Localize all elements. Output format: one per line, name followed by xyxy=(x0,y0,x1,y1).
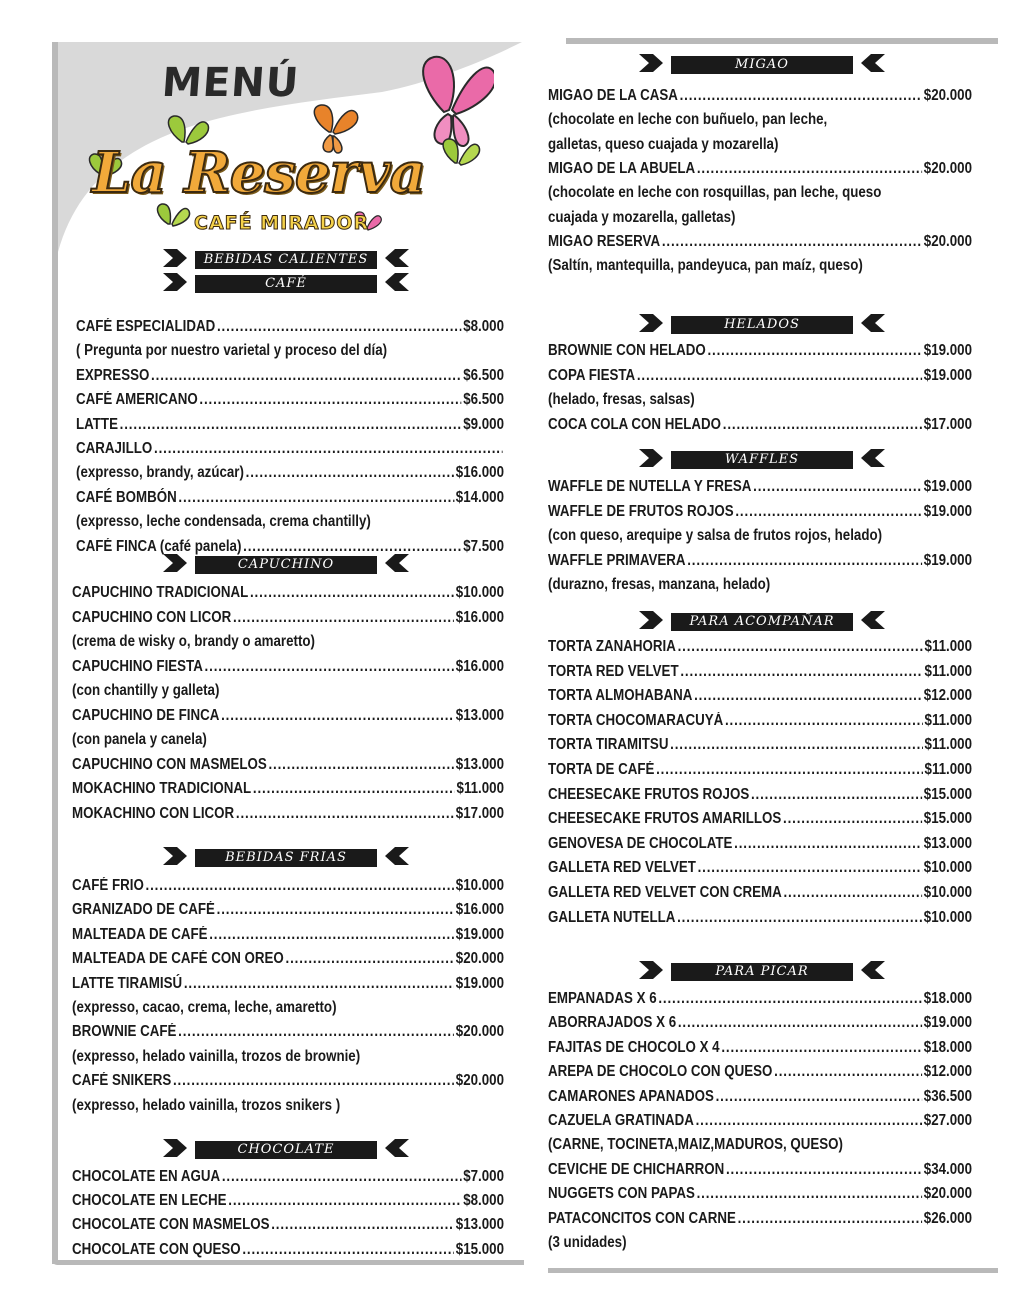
banner-label: PARA PICAR xyxy=(671,963,853,981)
dot-leader xyxy=(697,1185,922,1203)
menu-item-price: $16.000 xyxy=(455,657,504,675)
menu-item-name: MOKACHINO TRADICIONAL xyxy=(72,780,252,797)
banner-label: BEBIDAS FRIAS xyxy=(195,849,377,867)
menu-item xyxy=(76,416,504,434)
banner-arrow-right-icon xyxy=(639,961,663,984)
menu-item-price: $19.000 xyxy=(455,925,504,943)
menu-item xyxy=(548,160,972,178)
menu-item-price: $15.000 xyxy=(923,810,972,828)
menu-item-name: TORTA CHOCOMARACUYÁ xyxy=(548,711,724,729)
menu-item-price: $12.000 xyxy=(923,687,972,705)
menu-item-price: $20.000 xyxy=(923,232,972,250)
dot-leader xyxy=(246,464,454,482)
menu-item-name: (expresso, brandy, azúcar) xyxy=(76,464,244,482)
menu-item-name: TORTA ALMOHABANA xyxy=(548,687,693,705)
menu-item xyxy=(72,950,504,968)
menu-item-price: $7.500 xyxy=(463,537,504,555)
banner-arrow-left-icon xyxy=(385,847,409,870)
menu-item-name: TORTA DE CAFÉ xyxy=(548,761,655,778)
menu-item-name: CAFÉ BOMBÓN xyxy=(76,488,177,506)
banner-para-acompanar xyxy=(639,613,885,631)
banner-arrow-right-icon xyxy=(639,54,663,77)
banner-label: CHOCOLATE xyxy=(195,1141,377,1159)
menu-item xyxy=(548,687,972,705)
menu-item-name: MALTEADA DE CAFÉ CON OREO xyxy=(72,950,284,968)
menu-item-price: $8.000 xyxy=(463,318,504,335)
menu-item-description: (expresso, cacao, crema, leche, amaretto) xyxy=(72,999,337,1016)
banner-helados xyxy=(639,316,885,334)
menu-item-price: $11.000 xyxy=(924,711,972,729)
menu-item xyxy=(76,538,504,556)
menu-item-description: (durazno, fresas, manzana, helado) xyxy=(548,576,771,593)
menu-item-description: (con panela y canela) xyxy=(72,731,207,748)
dot-leader xyxy=(738,1210,922,1228)
menu-item-description: (chocolate en leche con rosquillas, pan leche, queso xyxy=(548,184,882,202)
menu-item-price: $20.000 xyxy=(455,1072,504,1090)
menu-item xyxy=(76,489,504,507)
banner-arrow-right-icon xyxy=(163,249,187,272)
menu-item-name: GRANIZADO DE CAFÉ xyxy=(72,901,215,919)
banner-arrow-right-icon xyxy=(639,314,663,337)
menu-item-name: WAFFLE PRIMAVERA xyxy=(548,551,686,569)
menu-item-description: (expresso, helado vainilla, trozos snikers ) xyxy=(72,1096,341,1114)
menu-item xyxy=(548,761,972,779)
banner-arrow-left-icon xyxy=(861,314,885,337)
menu-item xyxy=(72,926,504,944)
menu-item-description: galletas, queso cuajada y mozarella) xyxy=(548,135,779,153)
menu-item-name: MIGAO DE LA ABUELA xyxy=(548,159,696,177)
dot-leader xyxy=(678,638,923,656)
menu-item-name: CHEESECAKE FRUTOS ROJOS xyxy=(548,785,750,803)
menu-item xyxy=(548,1161,972,1179)
menu-item-name: GALLETA RED VELVET xyxy=(548,859,696,877)
dot-leader xyxy=(271,1216,454,1234)
banner-label: CAPUCHINO xyxy=(195,556,377,574)
menu-item-price: $11.000 xyxy=(924,638,972,655)
dot-leader xyxy=(707,342,922,360)
dot-leader xyxy=(658,990,922,1008)
menu-item xyxy=(548,342,972,360)
menu-item xyxy=(548,786,972,804)
menu-item-description: (helado, fresas, salsas) xyxy=(548,391,695,408)
menu-item-name: MIGAO RESERVA xyxy=(548,232,661,250)
dot-leader xyxy=(687,552,922,570)
menu-item xyxy=(548,1112,972,1130)
menu-item xyxy=(548,416,972,434)
dot-leader xyxy=(221,707,454,725)
menu-item xyxy=(548,1014,972,1032)
menu-item-price: $10.000 xyxy=(923,859,972,877)
dot-leader xyxy=(151,367,461,385)
banner-arrow-left-icon xyxy=(861,611,885,634)
menu-item-name: CAPUCHINO DE FINCA xyxy=(72,706,220,724)
banner-arrow-left-icon xyxy=(385,249,409,272)
frame-left-border xyxy=(52,42,58,1264)
menu-item-name: CAPUCHINO CON MASMELOS xyxy=(72,755,267,773)
dot-leader xyxy=(753,478,922,496)
banner-waffles xyxy=(639,451,885,469)
dot-leader xyxy=(178,489,454,507)
menu-item xyxy=(548,884,972,902)
menu-item-price: $18.000 xyxy=(923,1038,972,1056)
menu-item xyxy=(548,1210,972,1228)
menu-item-price: $14.000 xyxy=(455,488,504,506)
dot-leader xyxy=(678,1014,922,1032)
dot-leader xyxy=(696,1112,922,1130)
menu-item-price: $20.000 xyxy=(455,1023,504,1041)
menu-item-name: TORTA RED VELVET xyxy=(548,662,679,680)
dot-leader xyxy=(698,859,922,877)
menu-item-price: $12.000 xyxy=(923,1063,972,1081)
dot-leader xyxy=(774,1063,922,1081)
menu-item-name: WAFFLE DE FRUTOS ROJOS xyxy=(548,502,734,520)
menu-item-name: CAPUCHINO TRADICIONAL xyxy=(72,584,249,601)
dot-leader xyxy=(697,160,922,178)
menu-item-description: (con queso, arequipe y salsa de frutos rojos, helado) xyxy=(548,527,883,544)
menu-item-price: $19.000 xyxy=(923,366,972,384)
dot-leader xyxy=(716,1088,922,1106)
menu-item-price: $13.000 xyxy=(455,755,504,773)
banner-migao xyxy=(639,56,885,74)
menu-item xyxy=(76,367,504,385)
menu-item xyxy=(72,1216,504,1234)
menu-item-name: MOKACHINO CON LICOR xyxy=(72,804,235,822)
menu-item-price: $13.000 xyxy=(455,1216,504,1234)
menu-item-name: EMPANADAS X 6 xyxy=(548,990,657,1007)
menu-item-price: $18.000 xyxy=(923,990,972,1007)
dot-leader xyxy=(723,416,922,434)
menu-item-price: $16.000 xyxy=(455,464,504,482)
menu-item-name: PATACONCITOS CON CARNE xyxy=(548,1209,736,1227)
dot-leader xyxy=(656,761,923,779)
banner-arrow-right-icon xyxy=(639,449,663,472)
dot-leader xyxy=(154,440,502,458)
menu-item-name: CHEESECAKE FRUTOS AMARILLOS xyxy=(548,810,782,828)
menu-item-price: $19.000 xyxy=(455,974,504,992)
menu-item xyxy=(548,552,972,570)
banner-arrow-right-icon xyxy=(163,1139,187,1162)
menu-item-name: LATTE xyxy=(76,415,118,433)
menu-item xyxy=(72,658,504,676)
menu-item-description: (chocolate en leche con buñuelo, pan leche, xyxy=(548,111,828,129)
menu-item-description: (expresso, leche condensada, crema chantilly) xyxy=(76,513,371,531)
menu-item-description: ( Pregunta por nuestro varietal y proceso del día) xyxy=(76,342,388,360)
menu-item-price: $15.000 xyxy=(923,785,972,803)
menu-item-name: WAFFLE DE NUTELLA Y FRESA xyxy=(548,478,752,495)
banner-cafe xyxy=(163,275,409,293)
menu-item-name: BROWNIE CAFÉ xyxy=(72,1023,177,1041)
menu-item xyxy=(72,1192,504,1210)
menu-item-price: $19.000 xyxy=(923,551,972,569)
banner-arrow-right-icon xyxy=(163,273,187,296)
menu-item-price: $7.000 xyxy=(463,1168,504,1185)
menu-item-price: $19.000 xyxy=(923,478,972,495)
dot-leader xyxy=(783,810,922,828)
menu-item-description: (Saltín, mantequilla, pandeyuca, pan maíz, queso) xyxy=(548,257,863,275)
menu-item-name: GALLETA RED VELVET CON CREMA xyxy=(548,884,782,901)
dot-leader xyxy=(178,1023,454,1041)
menu-item xyxy=(548,810,972,828)
menu-item-price: $20.000 xyxy=(923,1185,972,1203)
dot-leader xyxy=(286,950,455,968)
frame-top-right-border xyxy=(566,38,998,44)
menu-item-price: $10.000 xyxy=(455,584,504,601)
dot-leader xyxy=(783,884,922,902)
dot-leader xyxy=(228,1192,461,1210)
banner-capuchino xyxy=(163,556,409,574)
menu-item xyxy=(548,990,972,1008)
menu-item xyxy=(76,440,504,458)
menu-item xyxy=(72,1241,504,1259)
menu-item-price: $6.500 xyxy=(463,391,504,409)
menu-item-name: LATTE TIRAMISÚ xyxy=(72,974,183,992)
dot-leader xyxy=(694,687,922,705)
dot-leader xyxy=(173,1072,454,1090)
dot-leader xyxy=(242,1241,454,1259)
menu-item-price: $26.000 xyxy=(923,1209,972,1227)
dot-leader xyxy=(253,780,455,798)
banner-arrow-right-icon xyxy=(163,554,187,577)
menu-item-name: CAFÉ FRIO xyxy=(72,877,144,894)
menu-item xyxy=(72,877,504,895)
menu-item-price: $11.000 xyxy=(924,662,972,680)
dot-leader xyxy=(146,877,455,895)
menu-item-name: CHOCOLATE EN AGUA xyxy=(72,1168,221,1185)
banner-label: MIGAO xyxy=(671,56,853,74)
menu-item xyxy=(548,503,972,521)
banner-label: BEBIDAS CALIENTES xyxy=(195,251,377,269)
menu-item-name: MALTEADA DE CAFÉ xyxy=(72,925,208,943)
menu-item-name: CHOCOLATE EN LECHE xyxy=(72,1192,227,1210)
menu-item-price: $27.000 xyxy=(923,1112,972,1129)
menu-item-name: CARAJILLO xyxy=(76,440,153,457)
menu-item xyxy=(76,391,504,409)
menu-item-name: CAFÉ SNIKERS xyxy=(72,1072,172,1090)
menu-item-name: BROWNIE CON HELADO xyxy=(548,342,706,359)
menu-item-description: (con chantilly y galleta) xyxy=(72,682,220,699)
menu-item xyxy=(72,780,504,798)
menu-item xyxy=(548,1063,972,1081)
menu-item xyxy=(548,478,972,496)
pink-butterfly-icon xyxy=(423,57,494,146)
dot-leader xyxy=(250,584,454,602)
menu-item xyxy=(548,1039,972,1057)
menu-item xyxy=(72,609,504,627)
dot-leader xyxy=(217,901,454,919)
menu-item-description: (CARNE, TOCINETA,MAIZ,MADUROS, QUESO) xyxy=(548,1136,843,1154)
dot-leader xyxy=(677,909,922,927)
menu-item-name: CHOCOLATE CON MASMELOS xyxy=(72,1216,270,1234)
menu-item xyxy=(72,584,504,602)
dot-leader xyxy=(184,975,454,993)
banner-label: CAFÉ xyxy=(195,275,377,293)
menu-item-price: $9.000 xyxy=(463,415,504,433)
menu-item-price: $13.000 xyxy=(923,834,972,852)
menu-item-name: CHOCOLATE CON QUESO xyxy=(72,1240,241,1258)
menu-item-description: (3 unidades) xyxy=(548,1234,627,1251)
menu-item-price: $34.000 xyxy=(923,1160,972,1178)
dot-leader xyxy=(268,756,454,774)
brand-subtitle: CAFÉ MIRADOR xyxy=(194,212,370,234)
menu-item-name: MIGAO DE LA CASA xyxy=(548,87,678,104)
banner-arrow-left-icon xyxy=(861,449,885,472)
dot-leader xyxy=(721,1039,922,1057)
menu-item-price: $17.000 xyxy=(923,415,972,433)
menu-item xyxy=(72,975,504,993)
banner-arrow-right-icon xyxy=(163,847,187,870)
menu-item-name: CAFÉ FINCA (café panela) xyxy=(76,537,242,555)
menu-item-price: $10.000 xyxy=(923,908,972,926)
banner-arrow-right-icon xyxy=(639,611,663,634)
menu-item xyxy=(548,909,972,927)
menu-item-price: $10.000 xyxy=(455,877,504,894)
dot-leader xyxy=(205,658,455,676)
dot-leader xyxy=(680,663,922,681)
dot-leader xyxy=(120,416,462,434)
banner-bebidas-calientes xyxy=(163,251,409,269)
dot-leader xyxy=(751,786,922,804)
menu-item-price: $17.000 xyxy=(455,804,504,822)
menu-item-price: $11.000 xyxy=(456,780,504,797)
dot-leader xyxy=(243,538,461,556)
banner-arrow-left-icon xyxy=(385,1139,409,1162)
menu-item-description: (expresso, helado vainilla, trozos de brownie) xyxy=(72,1047,361,1065)
menu-item-name: CAFÉ ESPECIALIDAD xyxy=(76,318,216,335)
menu-item xyxy=(548,835,972,853)
banner-bebidas-frias xyxy=(163,849,409,867)
menu-item xyxy=(548,712,972,730)
menu-item xyxy=(548,663,972,681)
dot-leader xyxy=(233,609,454,627)
menu-item-price: $13.000 xyxy=(455,706,504,724)
menu-item-name: CAPUCHINO FIESTA xyxy=(72,657,203,675)
menu-item-name: CEVICHE DE CHICHARRON xyxy=(548,1160,725,1178)
menu-item-price: $20.000 xyxy=(923,159,972,177)
dot-leader xyxy=(222,1168,462,1186)
banner-arrow-left-icon xyxy=(861,961,885,984)
menu-item-name: EXPRESSO xyxy=(76,366,150,384)
menu-item-price: $15.000 xyxy=(455,1240,504,1258)
menu-item-name: CAZUELA GRATINADA xyxy=(548,1112,694,1129)
menu-item-price: $11.000 xyxy=(924,736,972,754)
dot-leader xyxy=(670,736,923,754)
dot-leader xyxy=(662,233,922,251)
menu-item xyxy=(72,1168,504,1186)
dot-leader xyxy=(209,926,454,944)
menu-item xyxy=(548,233,972,251)
menu-item-description: (crema de wisky o, brandy o amaretto) xyxy=(72,633,315,650)
menu-item-name: AREPA DE CHOCOLO CON QUESO xyxy=(548,1063,773,1081)
dot-leader xyxy=(735,503,922,521)
menu-item-name: COPA FIESTA xyxy=(548,366,636,384)
menu-item-price: $16.000 xyxy=(455,608,504,626)
menu-item xyxy=(76,318,504,336)
banner-label: PARA ACOMPAÑAR xyxy=(671,613,853,631)
dot-leader xyxy=(236,805,454,823)
menu-item-price: $36.500 xyxy=(923,1087,972,1105)
menu-item-name: FAJITAS DE CHOCOLO X 4 xyxy=(548,1038,720,1056)
menu-item xyxy=(72,1023,504,1041)
menu-item-price: $20.000 xyxy=(923,87,972,104)
menu-item-name: CAPUCHINO CON LICOR xyxy=(72,608,232,626)
menu-item-description: cuajada y mozarella, galletas) xyxy=(548,208,736,226)
menu-item-name: NUGGETS CON PAPAS xyxy=(548,1185,695,1203)
banner-arrow-left-icon xyxy=(385,273,409,296)
menu-item xyxy=(548,736,972,754)
menu-item xyxy=(76,464,504,482)
menu-item-price: $19.000 xyxy=(923,502,972,520)
menu-item xyxy=(548,87,972,105)
menu-item-price: $8.000 xyxy=(463,1192,504,1210)
menu-item xyxy=(72,1072,504,1090)
menu-item-price: $16.000 xyxy=(455,901,504,919)
dot-leader xyxy=(734,835,922,853)
menu-item-price: $10.000 xyxy=(923,884,972,901)
banner-label: WAFFLES xyxy=(671,451,853,469)
menu-item xyxy=(72,901,504,919)
menu-item-name: CAFÉ AMERICANO xyxy=(76,391,198,409)
banner-arrow-left-icon xyxy=(385,554,409,577)
banner-para-picar xyxy=(639,963,885,981)
menu-item xyxy=(72,756,504,774)
dot-leader xyxy=(726,1161,922,1179)
menu-item-name: ABORRAJADOS X 6 xyxy=(548,1014,677,1032)
banner-arrow-left-icon xyxy=(861,54,885,77)
menu-item xyxy=(548,367,972,385)
menu-item xyxy=(548,1088,972,1106)
menu-item-price: $6.500 xyxy=(463,366,504,384)
banner-chocolate xyxy=(163,1141,409,1159)
frame-bottom-left-border xyxy=(52,1260,524,1265)
dot-leader xyxy=(637,367,922,385)
menu-item-name: GENOVESA DE CHOCOLATE xyxy=(548,834,733,852)
menu-item xyxy=(548,859,972,877)
brand-logo-text: La Reserva xyxy=(92,140,425,206)
menu-item-price: $19.000 xyxy=(923,1014,972,1032)
menu-item-name: CAMARONES APANADOS xyxy=(548,1087,714,1105)
menu-item-name: TORTA ZANAHORIA xyxy=(548,638,676,655)
dot-leader xyxy=(725,712,923,730)
dot-leader xyxy=(680,87,923,105)
banner-label: HELADOS xyxy=(671,316,853,334)
frame-bottom-right-border xyxy=(548,1268,998,1273)
menu-item-name: GALLETA NUTELLA xyxy=(548,908,676,926)
green-butterfly-icon xyxy=(157,204,189,226)
menu-item xyxy=(72,707,504,725)
menu-item xyxy=(548,638,972,656)
menu-item-name: TORTA TIRAMITSU xyxy=(548,736,669,754)
dot-leader xyxy=(199,391,461,409)
menu-title: MENÚ xyxy=(160,60,301,106)
menu-item xyxy=(548,1185,972,1203)
menu-item-price: $19.000 xyxy=(923,342,972,359)
dot-leader xyxy=(217,318,462,336)
menu-item-name: COCA COLA CON HELADO xyxy=(548,415,722,433)
menu-item-price: $11.000 xyxy=(924,761,972,778)
menu-item xyxy=(72,805,504,823)
menu-item-price: $20.000 xyxy=(455,950,504,968)
